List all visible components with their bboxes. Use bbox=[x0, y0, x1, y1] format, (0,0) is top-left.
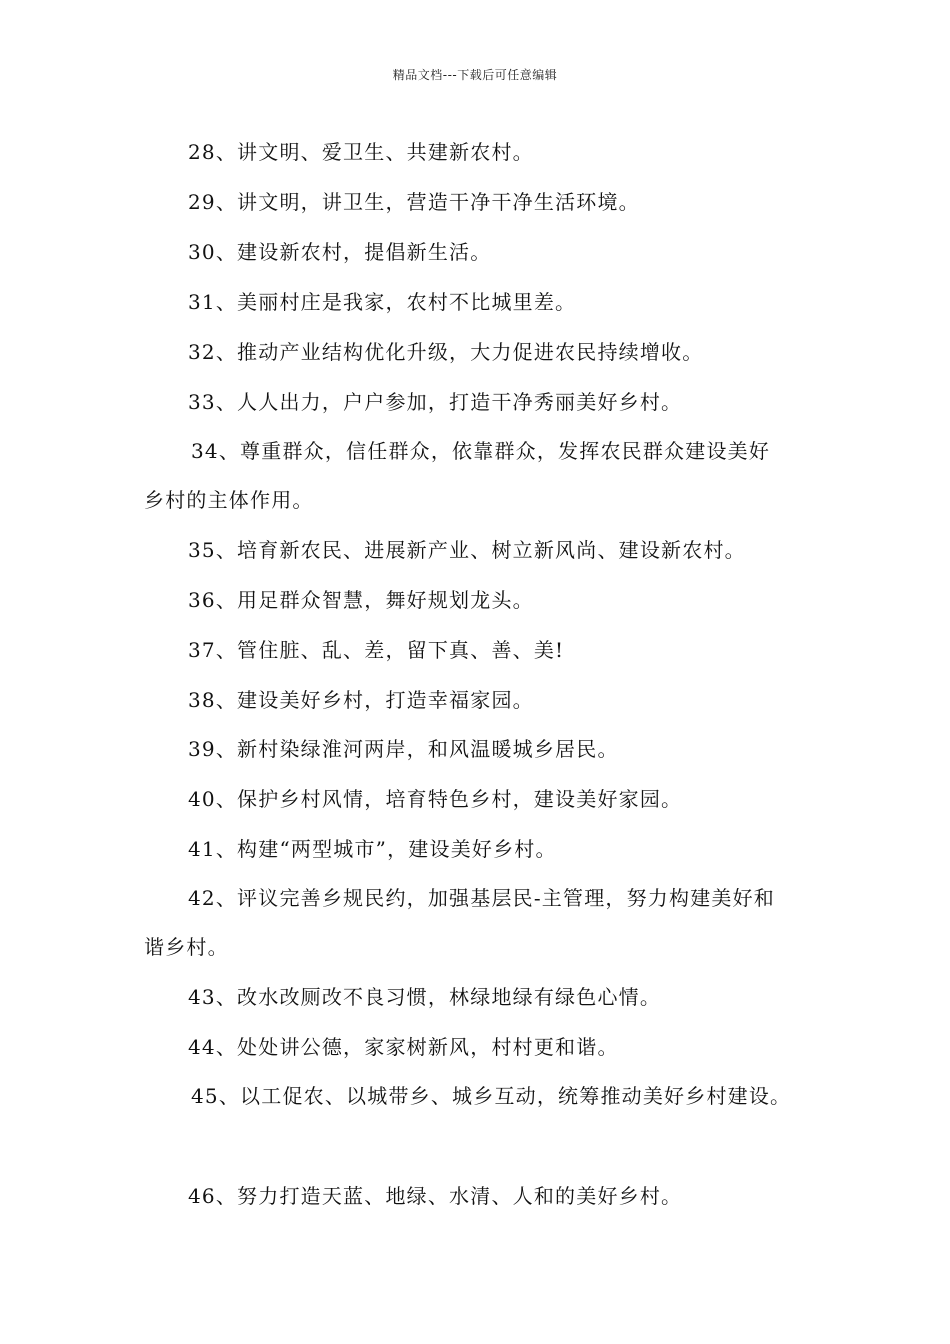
list-item: 35、培育新农民、进展新产业、树立新风尚、建设新农村。 bbox=[188, 538, 746, 562]
list-item-continuation: 谐乡村。 bbox=[144, 935, 229, 959]
list-item-continuation: 乡村的主体作用。 bbox=[144, 488, 314, 512]
list-item: 31、美丽村庄是我家，农村不比城里差。 bbox=[188, 290, 577, 314]
list-item: 44、处处讲公德，家家树新风，村村更和谐。 bbox=[188, 1035, 619, 1059]
list-item: 45、以工促农、以城带乡、城乡互动，统筹推动美好乡村建设。 bbox=[191, 1084, 792, 1108]
list-item: 33、人人出力，户户参加，打造干净秀丽美好乡村。 bbox=[188, 390, 683, 414]
list-item: 38、建设美好乡村，打造幸福家园。 bbox=[188, 688, 534, 712]
list-item: 41、构建“两型城市”，建设美好乡村。 bbox=[188, 837, 557, 861]
list-item: 29、讲文明，讲卫生，营造干净干净生活环境。 bbox=[188, 190, 640, 214]
list-item: 40、保护乡村风情，培育特色乡村，建设美好家园。 bbox=[188, 787, 683, 811]
page-header: 精品文档---下载后可任意编辑 bbox=[392, 68, 558, 82]
list-item: 34、尊重群众，信任群众，依靠群众，发挥农民群众建设美好 bbox=[191, 439, 771, 463]
list-item: 42、评议完善乡规民约，加强基层民-主管理，努力构建美好和 bbox=[188, 886, 776, 910]
list-item: 32、推动产业结构优化升级，大力促进农民持续增收。 bbox=[188, 340, 704, 364]
list-item: 43、改水改厕改不良习惯，林绿地绿有绿色心情。 bbox=[188, 985, 662, 1009]
list-item: 28、讲文明、爱卫生、共建新农村。 bbox=[188, 140, 534, 164]
list-item: 39、新村染绿淮河两岸，和风温暖城乡居民。 bbox=[188, 737, 619, 761]
list-item: 36、用足群众智慧，舞好规划龙头。 bbox=[188, 588, 534, 612]
list-item: 37、管住脏、乱、差，留下真、善、美! bbox=[188, 638, 565, 662]
list-item: 46、努力打造天蓝、地绿、水清、人和的美好乡村。 bbox=[188, 1184, 683, 1208]
list-item: 30、建设新农村，提倡新生活。 bbox=[188, 240, 492, 264]
